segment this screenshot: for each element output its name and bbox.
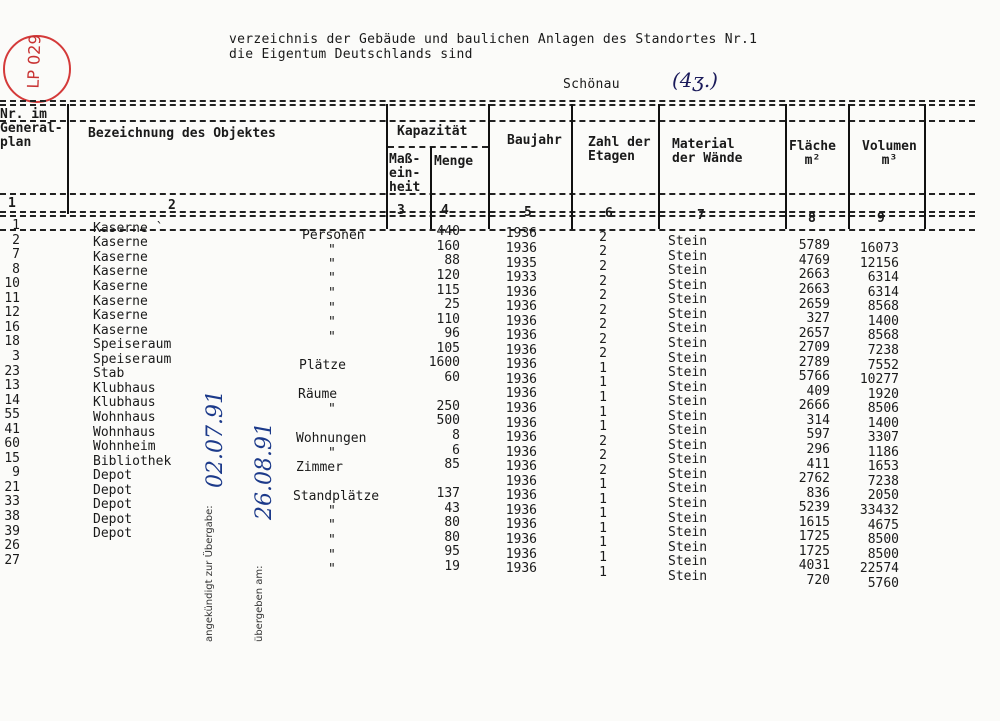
cell-name: Kaserne <box>93 279 148 294</box>
cell-volumen: 1653 <box>867 459 899 475</box>
cell-baujahr: 1936 <box>505 299 537 315</box>
cell-volumen: 4675 <box>867 517 899 533</box>
cell-material: Stein <box>668 568 708 584</box>
cell-flaeche: 2709 <box>798 340 830 356</box>
cell-baujahr: 1936 <box>505 473 537 489</box>
cell-baujahr: 1936 <box>505 517 537 533</box>
header-bezeichnung: Bezeichnung des Objektes <box>88 126 276 141</box>
cell-baujahr: 1936 <box>505 240 537 256</box>
unit-label: Standplätze <box>293 489 380 504</box>
cell-name: Depot <box>93 482 133 498</box>
cell-name: Stab <box>93 366 125 382</box>
cell-etagen: 1 <box>599 389 607 405</box>
cell-menge: 6 <box>452 442 460 458</box>
cell-baujahr: 1936 <box>505 546 537 562</box>
cell-material: Stein <box>668 306 708 322</box>
cell-menge: 110 <box>436 311 460 327</box>
cell-volumen: 12156 <box>859 255 899 271</box>
col-divider-5 <box>571 104 573 229</box>
unit-label: " <box>328 257 336 272</box>
cell-name: Kaserne <box>93 322 148 338</box>
cell-menge: 25 <box>444 297 460 313</box>
unit-label: " <box>328 301 336 316</box>
cell-menge: 43 <box>444 500 460 516</box>
cell-menge: 80 <box>444 529 460 545</box>
cell-flaeche: 1725 <box>798 543 830 559</box>
cell-etagen: 2 <box>599 259 607 274</box>
cell-material: Stein <box>668 466 708 482</box>
cell-menge: 137 <box>436 486 460 502</box>
cell-baujahr: 1936 <box>505 371 537 387</box>
header-menge: Menge <box>434 154 474 169</box>
cell-etagen: 2 <box>599 229 607 245</box>
cell-name: Depot <box>93 468 133 484</box>
cell-baujahr: 1936 <box>505 561 537 577</box>
announced-label: angekündigt zur Übergabe: <box>204 505 215 642</box>
col-divider-8 <box>848 104 850 229</box>
cell-baujahr: 1936 <box>505 386 537 402</box>
cell-material: Stein <box>668 408 708 424</box>
cell-etagen: 2 <box>599 331 607 347</box>
cell-menge: 115 <box>436 282 460 298</box>
cell-material: Stein <box>668 496 708 511</box>
cell-flaeche: 2666 <box>798 398 830 414</box>
header-masseinheit: Maß- ein- heit <box>389 152 421 195</box>
cell-menge: 440 <box>436 224 460 240</box>
cell-material: Stein <box>668 263 708 279</box>
cell-etagen: 2 <box>599 346 607 362</box>
col-divider-1 <box>67 104 69 214</box>
cell-etagen: 2 <box>599 462 607 478</box>
colnum-7: 7 <box>697 208 705 223</box>
cell-flaeche: 2659 <box>798 296 830 312</box>
cell-etagen: 2 <box>599 433 607 449</box>
cell-nr: 38 <box>4 509 20 524</box>
cell-material: Stein <box>668 452 708 468</box>
location-label: Schönau <box>563 77 620 92</box>
cell-nr: 8 <box>12 261 20 277</box>
cell-baujahr: 1936 <box>505 531 537 547</box>
cell-baujahr: 1936 <box>505 502 537 518</box>
cell-flaeche: 1615 <box>798 514 830 530</box>
header-flaeche: Fläche m² <box>789 139 836 168</box>
cell-volumen: 6314 <box>867 270 899 286</box>
cell-baujahr: 1936 <box>505 226 537 242</box>
handed-label: übergeben am: <box>254 565 265 642</box>
colnum-1: 1 <box>8 196 16 211</box>
cell-flaeche: 4769 <box>798 252 830 268</box>
cell-baujahr: 1936 <box>505 357 537 373</box>
cell-material: Stein <box>668 525 708 541</box>
cell-flaeche: 5239 <box>798 500 830 516</box>
cell-name: Wohnheim <box>93 439 156 455</box>
cell-flaeche: 2762 <box>798 471 830 487</box>
cell-menge: 105 <box>436 340 460 356</box>
cell-name: Depot <box>93 511 133 527</box>
cell-flaeche: 597 <box>806 427 830 443</box>
cell-menge: 120 <box>436 267 460 283</box>
cell-nr: 15 <box>4 450 20 466</box>
cell-flaeche: 2657 <box>798 325 830 341</box>
unit-label: " <box>328 446 336 461</box>
cell-name: Wohnhaus <box>93 409 156 425</box>
colnum-2: 2 <box>168 198 176 213</box>
cell-name: Kaserne <box>93 235 148 251</box>
cell-flaeche: 327 <box>806 311 830 327</box>
header-volumen: Volumen m³ <box>862 139 917 168</box>
cell-material: Stein <box>668 394 708 410</box>
cell-menge: 160 <box>436 238 460 254</box>
colnum-4: 4 <box>441 203 449 218</box>
col-divider-7 <box>785 104 787 229</box>
document-title-line2: die Eigentum Deutschlands sind <box>229 47 473 62</box>
header-etagen: Zahl der Etagen <box>588 135 651 164</box>
cell-name: Depot <box>93 497 133 513</box>
archive-stamp-text: LP 029 <box>23 34 45 89</box>
cell-material: Stein <box>668 321 708 337</box>
unit-label: Zimmer <box>296 460 343 475</box>
cell-etagen: 1 <box>599 419 607 435</box>
cell-nr: 26 <box>4 538 20 554</box>
cell-baujahr: 1935 <box>505 255 537 271</box>
unit-label: " <box>328 271 336 286</box>
unit-label: " <box>328 562 336 577</box>
cell-etagen: 2 <box>599 273 607 289</box>
cell-baujahr: 1936 <box>505 444 537 460</box>
cell-name: Kaserne <box>93 293 148 309</box>
unit-label: " <box>328 243 336 258</box>
cell-flaeche: 836 <box>806 485 830 501</box>
col-divider-4 <box>488 104 490 229</box>
colnum-5: 5 <box>524 205 532 220</box>
cell-etagen: 1 <box>599 491 607 507</box>
cell-volumen: 8500 <box>867 546 899 562</box>
cell-material: Stein <box>668 554 708 570</box>
cell-material: Stein <box>668 539 708 555</box>
colnum-8: 8 <box>808 211 816 226</box>
cell-etagen: 2 <box>599 448 607 464</box>
cell-name: Kaserne <box>93 264 148 280</box>
cell-etagen: 1 <box>599 375 607 391</box>
cell-volumen: 16073 <box>859 241 899 257</box>
cell-nr: 60 <box>4 436 20 452</box>
cell-name: Speiseraum <box>93 337 172 353</box>
cell-material: Stein <box>668 335 708 351</box>
cell-name: Depot <box>93 526 133 542</box>
cell-etagen: 2 <box>599 302 607 318</box>
cell-name: Kaserne ` <box>93 220 164 236</box>
unit-label: Personen <box>302 228 365 243</box>
cell-material: Stein <box>668 248 708 264</box>
cell-volumen: 1400 <box>867 313 899 329</box>
cell-etagen: 1 <box>599 550 607 565</box>
cell-nr: 7 <box>12 247 20 263</box>
col-divider-2 <box>386 104 388 229</box>
cell-volumen: 10277 <box>859 372 899 388</box>
handed-date: 26.08.91 <box>252 422 277 520</box>
unit-label: " <box>328 504 336 519</box>
colnum-3: 3 <box>397 203 405 218</box>
cell-menge: 95 <box>444 544 460 560</box>
header-nr: Nr. im General- plan <box>0 107 63 150</box>
cell-nr: 12 <box>4 305 20 321</box>
cell-flaeche: 5766 <box>798 369 830 385</box>
cell-menge: 60 <box>444 369 460 385</box>
cell-name: Klubhaus <box>93 380 156 396</box>
cell-flaeche: 411 <box>806 456 830 472</box>
cell-nr: 21 <box>4 479 20 495</box>
header-baujahr: Baujahr <box>507 133 562 148</box>
cell-name: Speiseraum <box>93 351 172 367</box>
unit-label: Plätze <box>299 358 346 373</box>
rule-top-1 <box>0 100 975 102</box>
cell-baujahr: 1936 <box>505 430 537 446</box>
cell-flaeche: 2663 <box>798 267 830 283</box>
cell-menge: 80 <box>444 515 460 531</box>
cell-etagen: 1 <box>599 564 607 580</box>
cell-nr: 39 <box>4 523 20 539</box>
cell-name: Wohnhaus <box>93 424 156 440</box>
unit-label: " <box>328 330 336 345</box>
cell-volumen: 8568 <box>867 299 899 315</box>
rule-kapazitaet-sub <box>388 146 488 148</box>
cell-material: Stein <box>668 379 708 395</box>
cell-material: Stein <box>668 292 708 308</box>
unit-label: " <box>328 286 336 301</box>
header-kapazitaet: Kapazität <box>397 124 468 139</box>
header-material: Material der Wände <box>672 137 743 166</box>
cell-baujahr: 1936 <box>505 328 537 344</box>
cell-volumen: 7552 <box>867 357 899 373</box>
cell-baujahr: 1933 <box>505 270 537 286</box>
cell-etagen: 2 <box>599 244 607 260</box>
colnum-6: 6 <box>605 206 613 221</box>
cell-material: Stein <box>668 277 708 293</box>
colnum-9: 9 <box>877 211 885 226</box>
cell-flaeche: 5789 <box>798 238 830 254</box>
cell-baujahr: 1936 <box>505 313 537 329</box>
cell-flaeche: 409 <box>806 383 830 399</box>
cell-nr: 23 <box>4 363 20 379</box>
cell-etagen: 1 <box>599 477 607 493</box>
unit-label: " <box>328 518 336 533</box>
cell-nr: 9 <box>12 465 20 481</box>
cell-baujahr: 1936 <box>505 284 537 300</box>
cell-baujahr: 1936 <box>505 488 537 504</box>
col-divider-9 <box>924 104 926 229</box>
cell-flaeche: 4031 <box>798 558 830 574</box>
cell-material: Stein <box>668 234 708 250</box>
cell-etagen: 1 <box>599 506 607 522</box>
cell-baujahr: 1936 <box>505 415 537 431</box>
cell-nr: 18 <box>4 334 20 350</box>
cell-baujahr: 1936 <box>505 401 537 416</box>
cell-material: Stein <box>668 510 708 526</box>
unit-label: " <box>328 533 336 548</box>
cell-nr: 27 <box>4 552 20 568</box>
cell-name: Bibliothek <box>93 453 172 469</box>
cell-flaeche: 314 <box>806 412 830 428</box>
cell-name: Kaserne <box>93 308 148 324</box>
cell-etagen: 1 <box>599 404 607 420</box>
col-divider-6 <box>658 104 660 229</box>
cell-flaeche: 2789 <box>798 354 830 370</box>
announced-date: 02.07.91 <box>203 390 228 488</box>
cell-material: Stein <box>668 365 708 381</box>
unit-label: Wohnungen <box>296 431 367 446</box>
cell-material: Stein <box>668 350 708 366</box>
cell-menge: 96 <box>444 326 460 342</box>
cell-volumen: 7238 <box>867 342 899 358</box>
unit-label: " <box>328 402 336 417</box>
cell-volumen: 8506 <box>867 401 899 417</box>
unit-label: Räume <box>298 387 338 402</box>
unit-label: " <box>328 315 336 330</box>
cell-volumen: 6314 <box>867 284 899 300</box>
cell-name: Kaserne <box>93 249 148 265</box>
cell-etagen: 1 <box>599 520 607 536</box>
cell-material: Stein <box>668 481 708 497</box>
cell-menge: 500 <box>436 413 460 429</box>
document-title-line1: verzeichnis der Gebäude und baulichen Anlagen des Standortes Nr.1 <box>229 32 758 47</box>
cell-volumen: 1186 <box>867 444 899 460</box>
cell-volumen: 33432 <box>859 503 899 518</box>
cell-menge: 250 <box>436 398 460 414</box>
cell-volumen: 7238 <box>867 473 899 489</box>
col-divider-3 <box>430 147 432 229</box>
cell-nr: 3 <box>12 348 20 364</box>
cell-nr: 10 <box>4 276 20 292</box>
cell-baujahr: 1936 <box>505 342 537 358</box>
cell-volumen: 5760 <box>867 575 899 591</box>
cell-etagen: 2 <box>599 317 607 333</box>
cell-etagen: 1 <box>599 535 607 551</box>
cell-volumen: 1400 <box>867 415 899 431</box>
cell-nr: 41 <box>4 421 20 437</box>
cell-name: Klubhaus <box>93 395 156 411</box>
cell-flaeche: 720 <box>806 572 830 588</box>
cell-nr: 14 <box>4 392 20 408</box>
cell-nr: 33 <box>4 494 20 510</box>
cell-nr: 2 <box>12 232 20 248</box>
cell-volumen: 22574 <box>859 561 899 577</box>
cell-flaeche: 1725 <box>798 529 830 545</box>
cell-nr: 1 <box>12 218 20 233</box>
cell-volumen: 2050 <box>867 488 899 504</box>
cell-material: Stein <box>668 423 708 439</box>
handwritten-note: (4ʒ.) <box>672 68 718 92</box>
cell-menge: 85 <box>444 457 460 473</box>
unit-label: " <box>328 548 336 563</box>
cell-nr: 13 <box>4 378 20 394</box>
cell-nr: 11 <box>4 290 20 306</box>
cell-volumen: 8568 <box>867 328 899 344</box>
cell-etagen: 2 <box>599 288 607 304</box>
cell-material: Stein <box>668 437 708 453</box>
cell-etagen: 1 <box>599 360 607 376</box>
cell-nr: 55 <box>4 407 20 423</box>
cell-volumen: 8500 <box>867 532 899 548</box>
cell-menge: 88 <box>444 253 460 269</box>
cell-volumen: 3307 <box>867 430 899 446</box>
cell-volumen: 1920 <box>867 386 899 402</box>
cell-menge: 19 <box>444 558 460 574</box>
cell-flaeche: 2663 <box>798 281 830 297</box>
cell-menge: 8 <box>452 428 460 443</box>
cell-flaeche: 296 <box>806 442 830 457</box>
cell-menge: 1600 <box>428 355 460 371</box>
cell-baujahr: 1936 <box>505 459 537 475</box>
cell-nr: 16 <box>4 319 20 335</box>
